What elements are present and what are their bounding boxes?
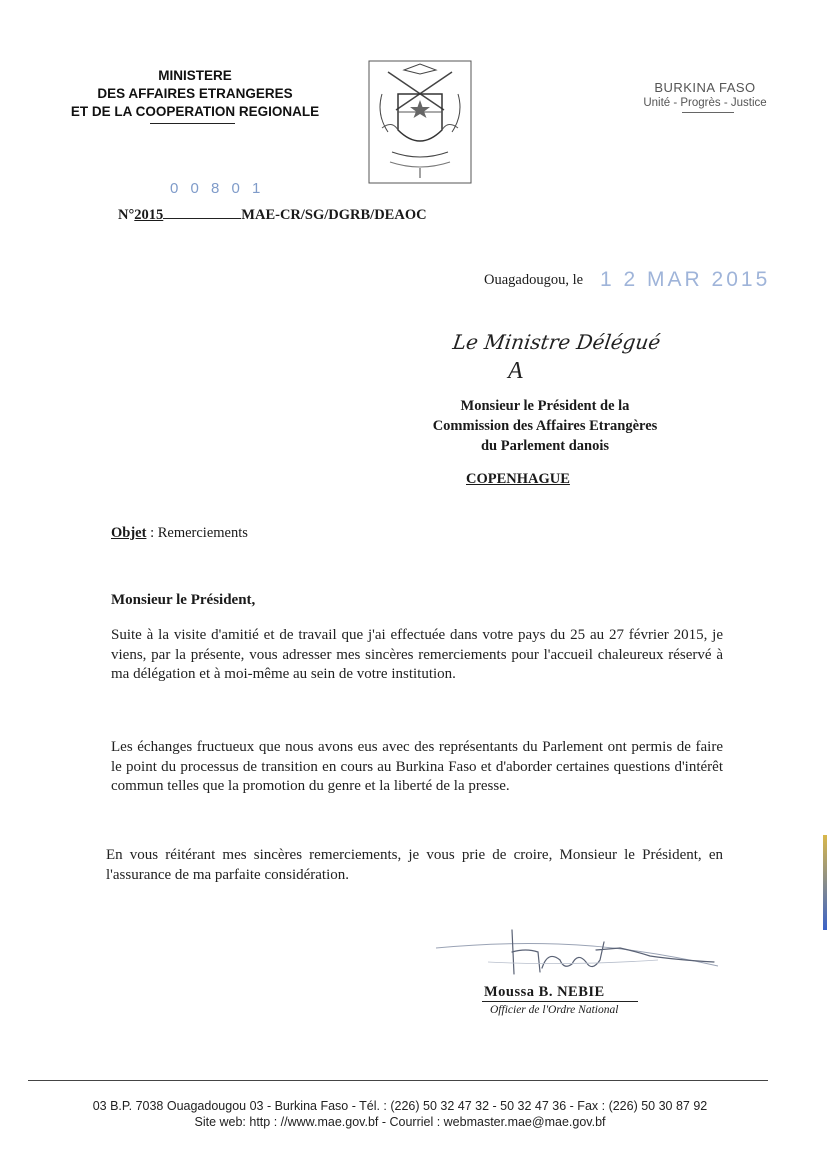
- addressee-marker: A: [508, 358, 523, 384]
- recipient-block: [400, 396, 690, 456]
- handwritten-signature: [428, 922, 728, 988]
- footer-contact: [20, 1098, 780, 1130]
- subject-label: Objet: [111, 525, 147, 541]
- date-stamp: 1 2 MAR 2015: [600, 268, 771, 291]
- place-label: Ouagadougou, le: [484, 272, 584, 288]
- registry-stamp-number: 0 0 8 0 1: [170, 180, 265, 197]
- recipient-line: du Parlement danois: [480, 438, 610, 454]
- reference-prefix: N°: [118, 207, 135, 223]
- signatory-name: Moussa B. NEBIE: [484, 984, 605, 1000]
- recipient-line: Monsieur le Président de la: [460, 398, 630, 414]
- footer-address: 03 B.P. 7038 Ouagadougou 03 - Burkina Faso - Tél. : (226) 50 32 47 32 - 50 32 47 36 - Fax : (226) 50 30 87 92: [92, 1099, 708, 1113]
- coat-of-arms-emblem: [368, 60, 472, 184]
- country-name: BURKINA FASO: [654, 80, 756, 95]
- reference-code: MAE-CR/SG/DGRB/DEAOC: [241, 207, 427, 223]
- scan-edge-mark: [823, 835, 827, 930]
- reference-blank: [163, 206, 241, 219]
- national-motto: Unité - Progrès - Justice: [643, 97, 767, 109]
- reference-number: [118, 206, 427, 224]
- reference-year: 2015: [134, 207, 164, 223]
- ministry-line: DES AFFAIRES ETRANGERES: [97, 86, 293, 101]
- motto-underline: [682, 112, 734, 113]
- ministry-name: [40, 67, 350, 121]
- ministry-line: ET DE LA COOPERATION REGIONALE: [70, 104, 320, 119]
- signatory-distinction: Officier de l'Ordre National: [490, 1004, 619, 1016]
- ministry-line: MINISTERE: [158, 68, 232, 83]
- footer-web: Site web: http : //www.mae.gov.bf - Courriel : webmaster.mae@mae.gov.bf: [194, 1115, 606, 1129]
- salutation: Monsieur le Président,: [111, 592, 256, 608]
- signatory-underline: [482, 1001, 638, 1002]
- country-header: [600, 80, 810, 109]
- footer-rule: [28, 1080, 768, 1081]
- subject-separator: :: [146, 525, 158, 541]
- ministry-underline: [150, 123, 235, 124]
- sender-title: Le Ministre Délégué: [451, 330, 662, 354]
- subject-line: [111, 525, 248, 542]
- recipient-line: Commission des Affaires Etrangères: [432, 418, 658, 434]
- subject-text: Remerciements: [157, 525, 248, 541]
- recipient-city: COPENHAGUE: [466, 471, 570, 487]
- body-paragraph: Suite à la visite d'amitié et de travail que j'ai effectuée dans votre pays du 25 au 27 février 2015, je viens, par la présente, vous adresser mes sincères remerciements pour l'accueil chaleureux réservé à ma délégation et à moi-même au sein de votre institution.: [111, 627, 723, 682]
- body-paragraph: Les échanges fructueux que nous avons eus avec des représentants du Parlement ont permis de faire le point du processus de transition en cours au Burkina Faso et d'aborder certaines questions d'intérêt commun telles que la promotion du genre et la liberté de la presse.: [111, 739, 723, 794]
- body-paragraph: En vous réitérant mes sincères remerciements, je vous prie de croire, Monsieur le Président, en l'assurance de ma parfaite considération.: [106, 847, 723, 883]
